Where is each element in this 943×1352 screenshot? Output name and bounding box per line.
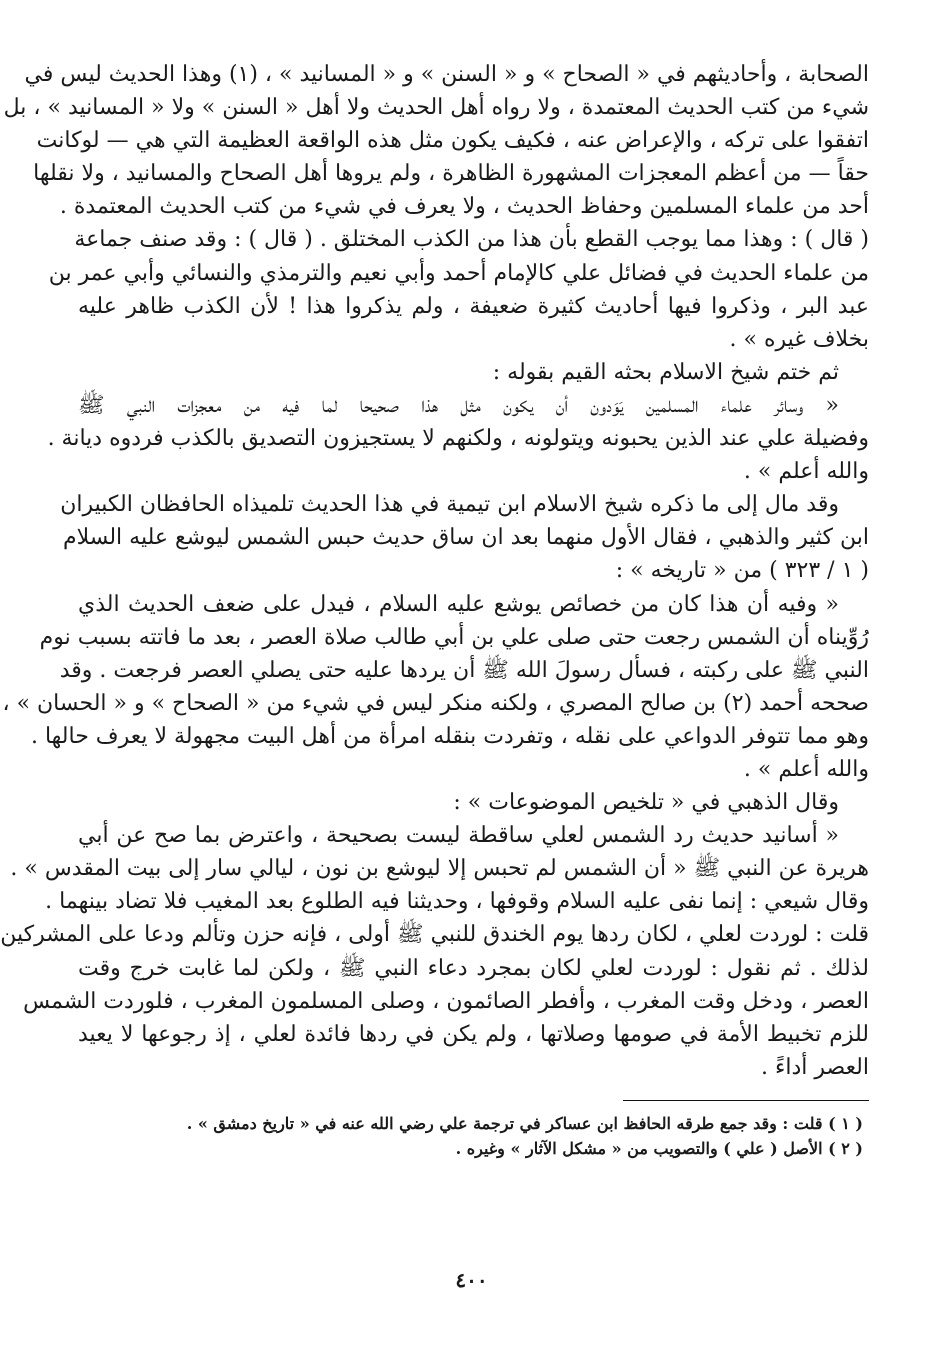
page-number: ٤٠٠ xyxy=(455,1268,488,1292)
footnote-2: ( ٢ ) الأصل ( علي ) والتصويب من « مشكل الآثار » وغيره . xyxy=(455,1138,863,1158)
text-line: ابن كثير والذهبي ، فقال الأول منهما بعد ان ساق حديث حبس الشمس ليوشع عليه السلام xyxy=(62,525,869,551)
text-line: وقد مال إلى ما ذكره شيخ الاسلام ابن تيمية في هذا الحديث تلميذاه الحافظان الكبيران xyxy=(60,492,839,518)
text-line: صححه أحمد (٢) بن صالح المصري ، ولكنه منكر ليس في شيء من « الصحاح » و « الحسان » ، xyxy=(2,690,869,716)
text-line: بخلاف غيره » . xyxy=(729,326,869,352)
text-line: النبي ﷺ على ركبته ، فسأل رسولَ الله ﷺ أن يردها عليه حتى يصلي العصر فرجعت . وقد xyxy=(59,657,869,683)
text-line: والله أعلم » . xyxy=(743,756,869,782)
text-line: اتفقوا على تركه ، والإعراض عنه ، فكيف يكون مثل هذه الواقعة العظيمة التي هي — لوكانت xyxy=(36,128,869,154)
text-line: « وفيه أن هذا كان من خصائص يوشع عليه السلام ، فيدل على ضعف الحديث الذي xyxy=(78,591,840,617)
text-line: « وسائر علماء المسلمين يَوَدون أن يكون مثل هذا صحيحا لما فيه من معجزات النبي ﷺ xyxy=(78,392,839,418)
text-line: قلت : لوردت لعلي ، لكان ردها يوم الخندق للنبي ﷺ أولى ، فإنه حزن وتألم ودعا على المشركين xyxy=(0,922,869,948)
footnote-1: ( ١ ) قلت : وقد جمع طرقه الحافظ ابن عساكر في ترجمة علي رضي الله عنه في « تاريخ دمشق » . xyxy=(186,1113,863,1133)
text-line: العصر أداءً . xyxy=(761,1054,869,1080)
text-line: الصحابة ، وأحاديثهم في « الصحاح » و « السنن » و « المسانيد » ، (١) وهذا الحديث ليس في xyxy=(24,62,869,87)
text-line: ( قال ) : وهذا مما يوجب القطع بأن هذا من الكذب المختلق . ( قال ) : وقد صنف جماعة xyxy=(74,227,869,253)
text-line: أحد من علماء المسلمين وحفاظ الحديث ، ولا يعرف في شيء من كتب الحديث المعتمدة . xyxy=(59,194,869,220)
text-line: رُوِّيناه أن الشمس رجعت حتى صلى علي بن أبي طالب صلاة العصر ، بعد ما فاتته بسبب نوم xyxy=(39,624,869,650)
main-text xyxy=(0,58,869,1084)
text-line: للزم تخبيط الأمة في صومها وصلاتها ، ولم يكن في ردها فائدة لعلي ، إذ رجوعها لا يعيد xyxy=(78,1021,869,1047)
footnote-separator xyxy=(623,1100,869,1101)
text-line: وقال الذهبي في « تلخيص الموضوعات » : xyxy=(453,790,839,816)
text-line: لذلك . ثم نقول : لوردت لعلي لكان بمجرد دعاء النبي ﷺ ، ولكن لما غابت خرج وقت xyxy=(78,955,869,981)
text-line: « أسانيد حديث رد الشمس لعلي ساقطة ليست بصحيحة ، واعترض بما صح عن أبي xyxy=(78,823,839,849)
text-line: عبد البر ، وذكروا فيها أحاديث كثيرة ضعيفة ، ولم يذكروا هذا ! لأن الكذب ظاهر عليه xyxy=(78,293,869,319)
text-line: ( ١ / ٣٢٣ ) من « تاريخه » : xyxy=(615,558,869,584)
text-line: ثم ختم شيخ الاسلام بحثه القيم بقوله : xyxy=(492,359,839,385)
text-line: شيء من كتب الحديث المعتمدة ، ولا رواه أهل الحديث ولا أهل « السنن » ولا « المسانيد » ، بل xyxy=(3,95,869,121)
text-line: وقال شيعي : إنما نفى عليه السلام وقوفها ، وحديثنا فيه الطلوع بعد المغيب فلا تضاد بينهما . xyxy=(45,889,869,915)
text-line: من علماء الحديث في فضائل علي كالإمام أحمد وأبي نعيم والترمذي والنسائي وأبي عمر بن xyxy=(48,260,869,286)
text-line: حقاً — من أعظم المعجزات المشهورة الظاهرة ، ولم يروها أهل الصحاح والمسانيد ، ولا نقلها xyxy=(33,161,869,187)
text-line: وهو مما تتوفر الدواعي على نقله ، وتفردت بنقله امرأة من أهل البيت مجهولة لا يعرف حالها . xyxy=(30,723,869,749)
text-line: والله أعلم » . xyxy=(743,459,869,485)
text-line: العصر ، ودخل وقت المغرب ، وأفطر الصائمون ، وصلى المسلمون المغرب ، فلوردت الشمس xyxy=(23,988,869,1014)
footnotes xyxy=(78,1111,869,1161)
text-line: وفضيلة علي عند الذين يحبونه ويتولونه ، ولكنهم لا يستجيزون التصديق بالكذب فردوه ديانة . xyxy=(47,426,869,452)
text-line: هريرة عن النبي ﷺ « أن الشمس لم تحبس إلا ليوشع بن نون ، ليالي سار إلى بيت المقدس » . xyxy=(10,856,869,882)
